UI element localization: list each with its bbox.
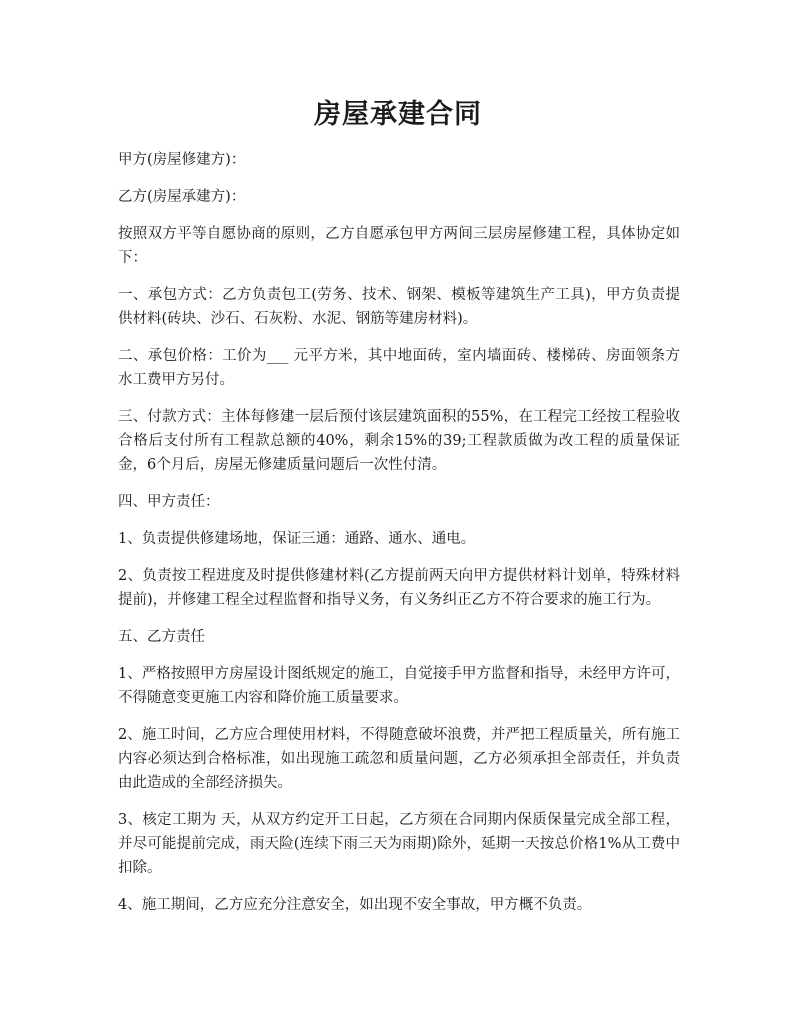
section-heading-party-b: 五、乙方责任 — [118, 629, 205, 645]
document-body — [118, 148, 680, 930]
clause-contract-price: 二、承包价格：工价为___ 元平方米，其中地面砖，室内墙面砖、楼梯砖、房面领条方水工费甲方另付。 — [118, 348, 680, 388]
party-a-line: 甲方(房屋修建方)： — [118, 152, 246, 168]
party-a-duty-2: 2、负责按工程进度及时提供修建材料(乙方提前两天向甲方提供材料计划单，特殊材料提前)，并修建工程全过程监督和指导义务，有义务纠正乙方不符合要求的施工行为。 — [118, 568, 680, 608]
party-a-duty-1: 1、负责提供修建场地，保证三通：通路、通水、通电。 — [118, 531, 476, 547]
document-title: 房屋承建合同 — [314, 99, 482, 130]
party-b-line: 乙方(房屋承建方)： — [118, 189, 246, 205]
clause-payment-method: 三、付款方式：主体每修建一层后预付该层建筑面积的55%，在工程完工经按工程验收合格后支付所有工程款总额的40%，剩余15%的39;工程款质做为改工程的质量保证金，6个月后，房屋无修建质量问题后一次性付清。 — [118, 409, 680, 473]
party-b-duty-2: 2、施工时间，乙方应合理使用材料，不得随意破坏浪费，并严把工程质量关，所有施工内容必须达到合格标准，如出现施工疏忽和质量问题，乙方必须承担全部责任，并负责由此造成的全部经济损失。 — [118, 727, 680, 791]
section-heading-party-a: 四、甲方责任： — [118, 494, 220, 510]
party-b-duty-3: 3、核定工期为 天，从双方约定开工日起，乙方须在合同期内保质保量完成全部工程，并尽可能提前完成，雨天险(连续下雨三天为雨期)除外，延期一天按总价格1%从工费中扣除。 — [118, 812, 680, 876]
party-b-duty-1: 1、严格按照甲方房屋设计图纸规定的施工，自觉接手甲方监督和指导，未经甲方许可，不得随意变更施工内容和降价施工质量要求。 — [118, 666, 680, 706]
clause-contract-method: 一、承包方式：乙方负责包工(劳务、技术、钢架、模板等建筑生产工具)，甲方负责提供材料(砖块、沙石、石灰粉、水泥、钢筋等建房材料)。 — [118, 287, 680, 327]
party-b-duty-4: 4、施工期间，乙方应充分注意安全，如出现不安全事故，甲方概不负责。 — [118, 897, 592, 913]
preamble-paragraph: 按照双方平等自愿协商的原则，乙方自愿承包甲方两间三层房屋修建工程，具体协定如下： — [118, 226, 680, 266]
